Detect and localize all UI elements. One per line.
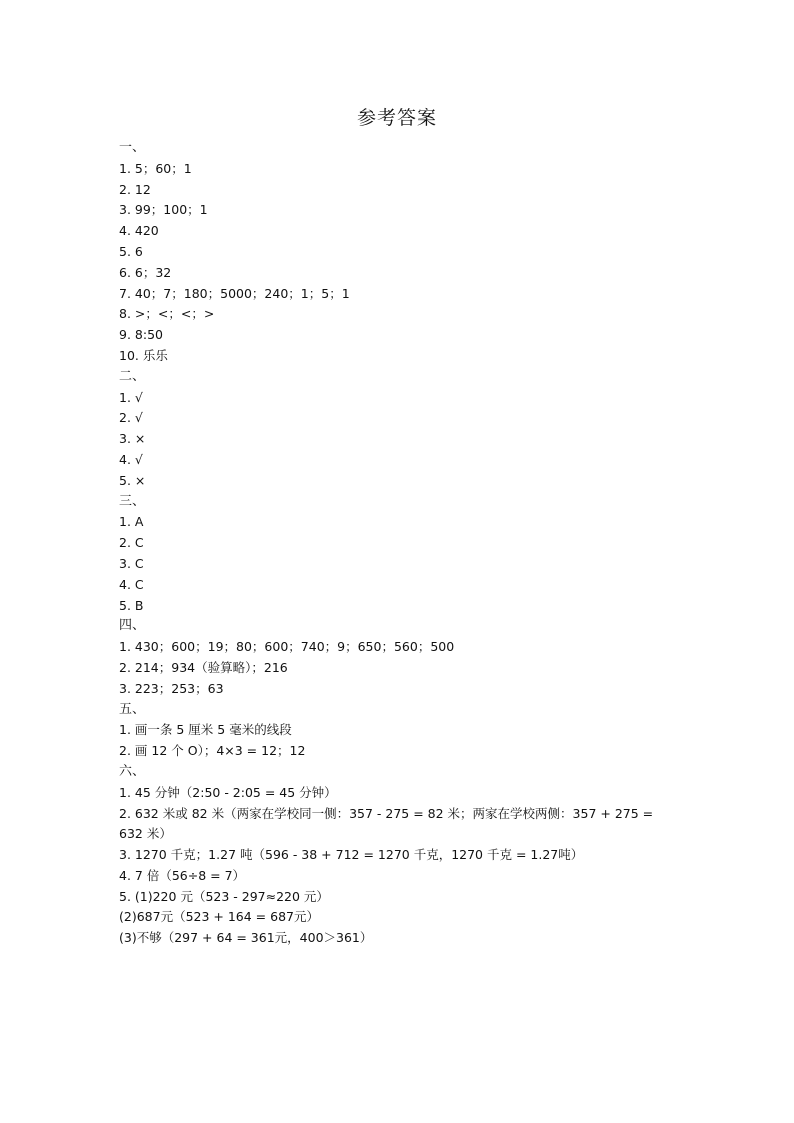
answer-item: 1. √	[119, 389, 143, 405]
answer-item: 4. √	[119, 451, 143, 467]
section-heading: 四、	[119, 618, 146, 634]
answer-item: 9. 8:50	[119, 327, 163, 343]
answer-list	[119, 138, 679, 949]
answer-item: 5. 6	[119, 243, 143, 259]
page-title: 参考答案	[356, 107, 437, 129]
section-heading: 五、	[119, 701, 146, 717]
answer-item: 1. 45 分钟（2:50 - 2:05 = 45 分钟）	[119, 784, 337, 800]
answer-item: 10. 乐乐	[119, 347, 168, 363]
answer-item: 4. 7 倍（56÷8 = 7）	[119, 867, 246, 883]
answer-item: 5. ×	[119, 472, 146, 488]
answer-item: (3)不够（297 + 64 = 361元，400＞361）	[119, 930, 373, 946]
answer-item: (2)687元（523 + 164 = 687元）	[119, 909, 319, 925]
answer-item: 8. >；<；<；>	[119, 306, 215, 322]
section-heading: 六、	[119, 763, 146, 779]
answer-item: 2. C	[119, 535, 144, 551]
answer-item: 5. (1)220 元（523 - 297≈220 元）	[119, 888, 329, 904]
answer-item: 3. C	[119, 555, 144, 571]
answer-item: 2. 632 米或 82 米（两家在学校同一侧：357 - 275 = 82 米；两家在学校两侧：357 + 275 = 632 米）	[119, 805, 654, 842]
answer-item: 2. √	[119, 410, 143, 426]
section-heading: 三、	[119, 493, 146, 509]
answer-item: 3. 99；100；1	[119, 202, 208, 218]
answer-item: 1. A	[119, 514, 144, 530]
answer-item: 3. 223；253；63	[119, 680, 224, 696]
answer-item: 2. 画 12 个 O）；4×3 = 12；12	[119, 743, 306, 759]
answer-item: 3. 1270 千克；1.27 吨（596 - 38 + 712 = 1270 千克，1270 千克 = 1.27吨）	[119, 847, 584, 863]
answer-item: 7. 40；7；180；5000；240；1；5；1	[119, 285, 350, 301]
answer-item: 1. 5；60；1	[119, 160, 192, 176]
section-heading: 二、	[119, 368, 146, 384]
answer-item: 1. 画一条 5 厘米 5 毫米的线段	[119, 722, 292, 738]
answer-item: 4. C	[119, 576, 144, 592]
section-heading: 一、	[119, 140, 146, 155]
answer-item: 4. 420	[119, 223, 159, 239]
answer-item: 5. B	[119, 597, 144, 613]
answer-item: 1. 430；600；19；80；600；740；9；650；560；500	[119, 639, 455, 655]
answer-item: 2. 12	[119, 181, 151, 197]
answer-item: 6. 6；32	[119, 264, 172, 280]
answer-item: 2. 214；934（验算略）；216	[119, 659, 288, 675]
answer-item: 3. ×	[119, 431, 146, 447]
